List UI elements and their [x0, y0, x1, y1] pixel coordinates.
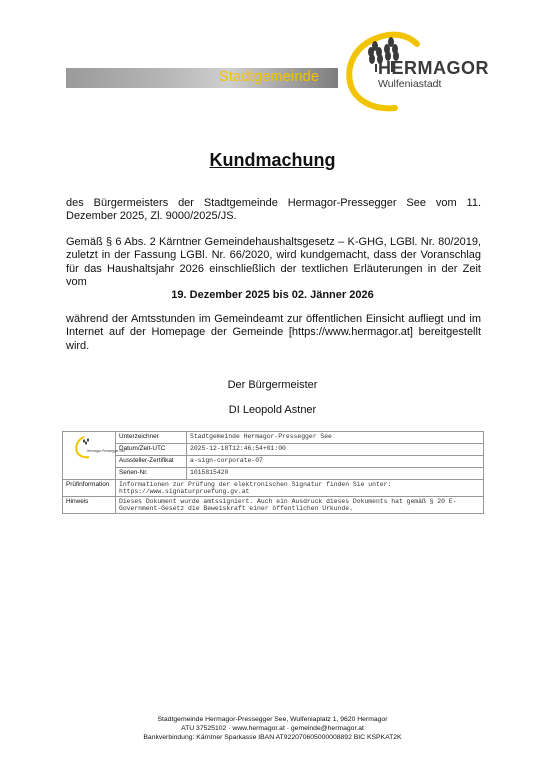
signature-row	[63, 480, 484, 497]
footer-bank: Bankverbindung: Kärntner Sparkasse IBAN AT922070605000008892 BIC KSPKAT2K	[143, 734, 402, 741]
seal-cell	[63, 432, 126, 480]
row-label: Prüfinformation	[63, 480, 116, 497]
row-label: Unterzeichner	[116, 432, 187, 444]
row-value: Dieses Dokument wurde amtssigniert. Auch ein Ausdruck dieses Dokuments hat gemäß § 20 E-Government-Gesetz die Beweiskraft einer öffentlichen Urkunde.	[116, 497, 484, 514]
footer-address: Stadtgemeinde Hermagor-Pressegger See, Wulfeniaplatz 1, 9620 Hermagor	[157, 716, 388, 723]
row-value: a-sign-corporate-07	[187, 456, 484, 468]
legal-paragraph: Gemäß § 6 Abs. 2 Kärntner Gemeindehaushaltsgesetz – K-GHG, LGBl. Nr. 80/2019, zuletzt in der Fassung LGBl. Nr. 66/2020, wird kundgemacht, dass der Voranschlag für das Haushaltsjahr 2026 einschließlich der textlichen Erläuterungen in der Zeit vom	[66, 236, 481, 289]
intro-paragraph: des Bürgermeisters der Stadtgemeinde Hermagor-Pressegger See vom 11. Dezember 2025, Zl. 9000/2025/JS.	[66, 197, 481, 223]
availability-paragraph: während der Amtsstunden im Gemeindeamt zur öffentlichen Einsicht aufliegt und im Internet auf der Homepage der Gemeinde [https://www.hermagor.at] bereitgestellt wird.	[66, 313, 481, 352]
document-title: Kundmachung	[209, 150, 336, 170]
row-value: Stadtgemeinde Hermagor-Pressegger See	[187, 432, 484, 444]
signature-row	[63, 432, 484, 444]
signature-row	[63, 444, 484, 456]
row-value: 1015815420	[187, 468, 484, 480]
signer-role: Der Bürgermeister	[227, 379, 318, 391]
row-label: Aussteller-Zertifikat	[116, 456, 187, 468]
signature-row	[63, 456, 484, 468]
banner-text: Stadtgemeinde	[219, 69, 320, 85]
seal-text: Hermagor-Pressegger See	[87, 449, 126, 453]
footer-contact: ATU 37525102 · www.hermagor.at · gemeinde@hermagor.at	[181, 725, 364, 732]
signature-table	[62, 431, 484, 514]
logo-name: HERMAGOR	[378, 58, 489, 78]
row-value: 2025-12-18T12:46:54+01:00	[187, 444, 484, 456]
seal-logo-icon	[73, 433, 126, 459]
signer-name: DI Leopold Astner	[228, 404, 317, 416]
signature-row	[63, 468, 484, 480]
date-range: 19. Dezember 2025 bis 02. Jänner 2026	[171, 289, 374, 301]
row-label: Serien-Nr.	[116, 468, 187, 480]
row-label: Datum/Zeit-UTC	[116, 444, 187, 456]
row-label: Hinweis	[63, 497, 116, 514]
logo-subtitle: Wulfeniastadt	[378, 78, 442, 90]
row-value: Informationen zur Prüfung der elektronischen Signatur finden Sie unter: https://www.signaturpruefung.gv.at	[116, 480, 484, 497]
signature-row	[63, 497, 484, 514]
